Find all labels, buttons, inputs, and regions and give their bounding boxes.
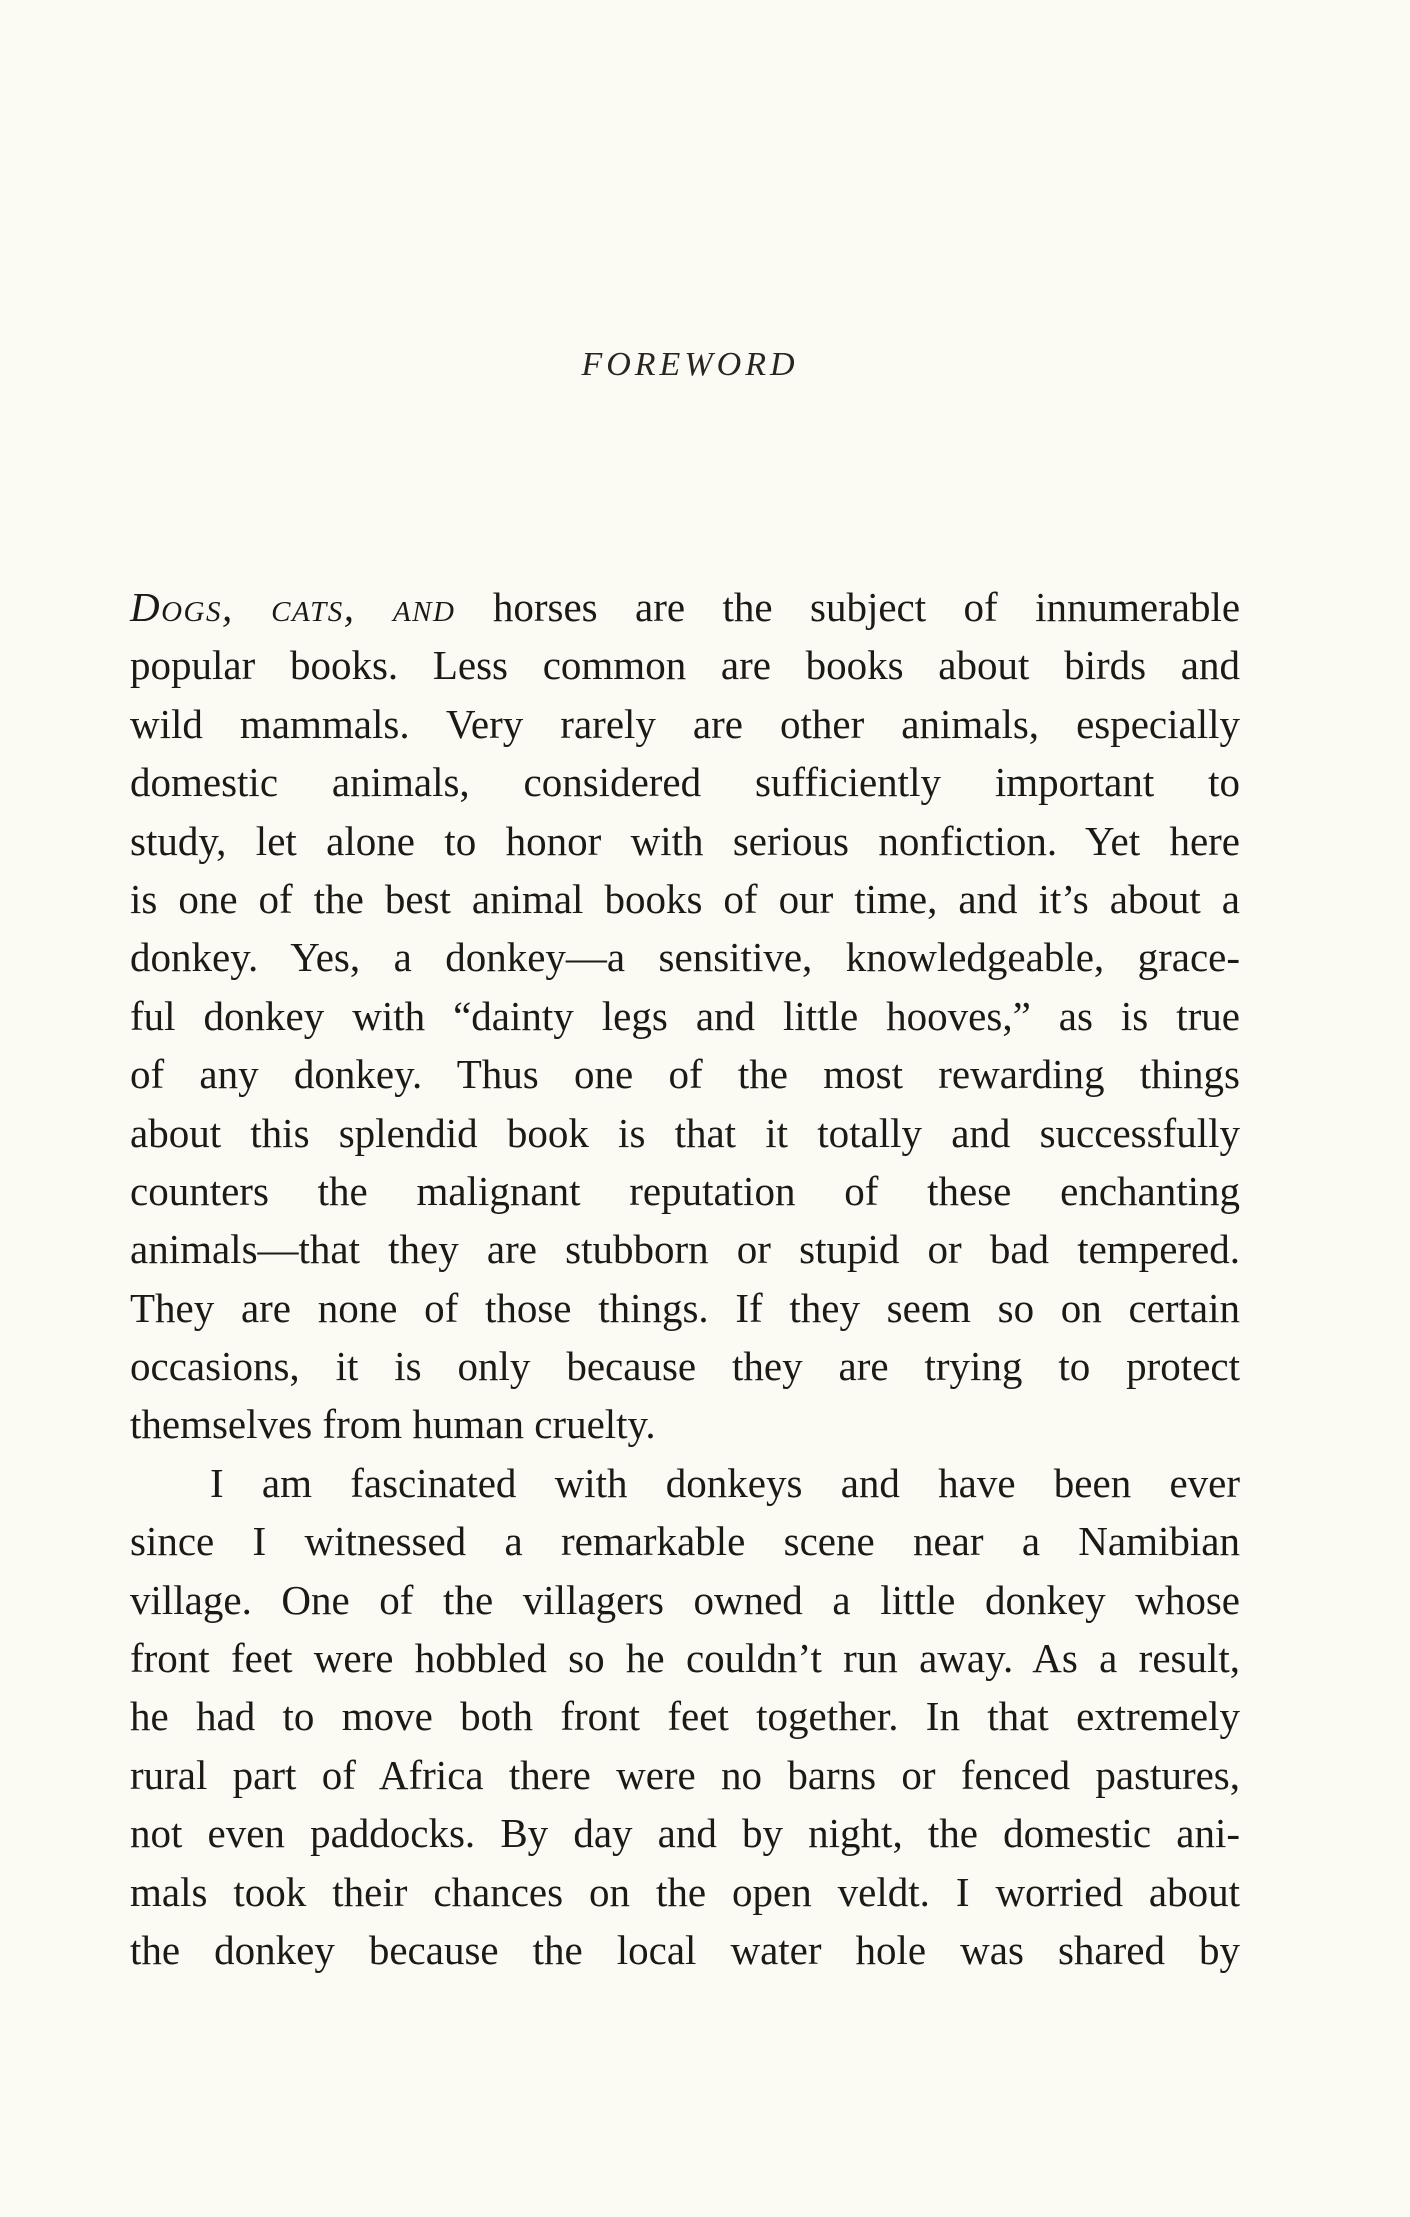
text-line: domestic animals, considered sufficiently important to <box>130 759 1240 806</box>
lead-word: cats, <box>271 584 356 630</box>
text-line: about this splendid book is that it totally and successfully <box>130 1109 1240 1156</box>
text-line: donkey. Yes, a donkey—a sensitive, knowledgeable, grace- <box>130 934 1240 981</box>
paragraph-2 <box>130 1454 1240 1980</box>
text-line: the donkey because the local water hole was shared by <box>130 1926 1240 1973</box>
text-line: front feet were hobbled so he couldn’t run away. As a result, <box>130 1635 1240 1682</box>
text-line: wild mammals. Very rarely are other animals, especially <box>130 700 1240 747</box>
text-line: mals took their chances on the open veldt. I worried about <box>130 1868 1240 1915</box>
text-line: occasions, it is only because they are trying to protect <box>130 1343 1240 1390</box>
text-line: of any donkey. Thus one of the most rewarding things <box>130 1051 1240 1098</box>
text-line <box>130 578 1240 636</box>
chapter-heading: FOREWORD <box>581 346 799 383</box>
text-line: themselves from human cruelty. <box>130 1401 656 1448</box>
text-line: rural part of Africa there were no barns or fenced pastures, <box>130 1751 1240 1798</box>
text-line: is one of the best animal books of our time, and it’s about a <box>130 875 1240 922</box>
text-line: They are none of those things. If they seem so on certain <box>130 1284 1240 1331</box>
text-line: not even paddocks. By day and by night, the domestic ani- <box>130 1810 1240 1857</box>
text-line: counters the malignant reputation of these enchanting <box>130 1167 1240 1214</box>
text-line: study, let alone to honor with serious nonfiction. Yet here <box>130 817 1240 864</box>
lead-word: and <box>392 584 456 630</box>
text-line: he had to move both front feet together. In that extremely <box>130 1693 1240 1740</box>
body-text <box>130 578 1240 1979</box>
lead-word: Dogs, <box>130 584 234 630</box>
paragraph-1 <box>130 578 1240 1454</box>
text-line: animals—that they are stubborn or stupid or bad tempered. <box>130 1226 1240 1273</box>
text-line: popular books. Less common are books about birds and <box>130 642 1240 689</box>
lead-rest: horses are the subject of innumerable <box>492 584 1241 630</box>
text-line: since I witnessed a remarkable scene near a Namibian <box>130 1518 1240 1565</box>
text-line: village. One of the villagers owned a little donkey whose <box>130 1576 1240 1623</box>
text-line: I am fascinated with donkeys and have been ever <box>210 1459 1240 1506</box>
text-line: ful donkey with “dainty legs and little hooves,” as is true <box>130 992 1240 1039</box>
